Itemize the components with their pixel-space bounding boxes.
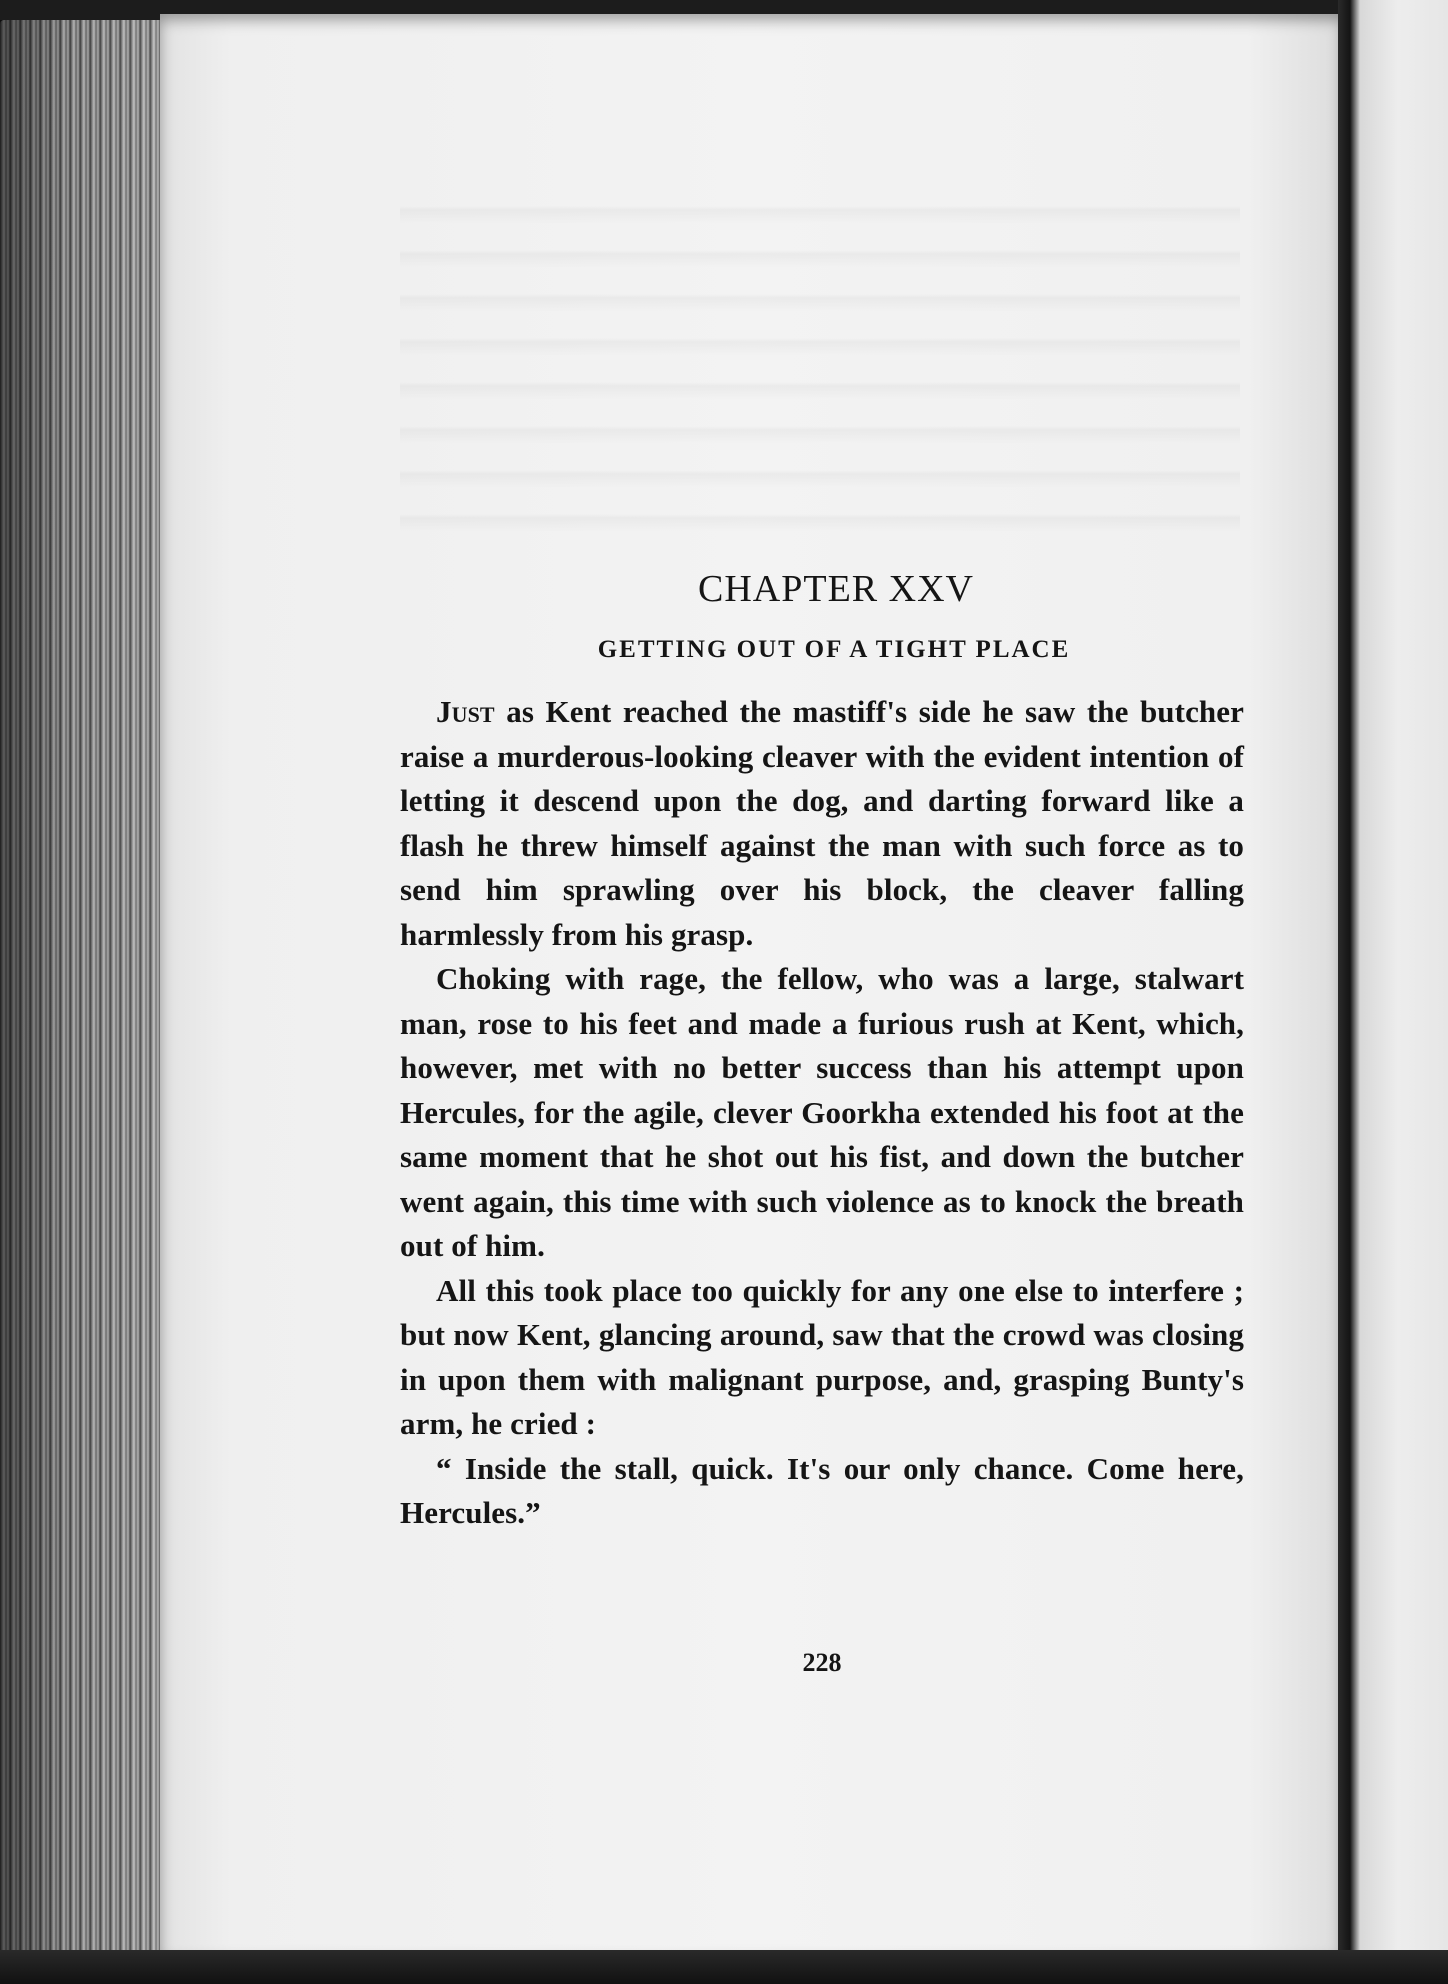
page-edges <box>0 20 168 1970</box>
paragraph-text: as Kent reached the mastiff's side he saw the butcher raise a murderous-looking cleaver with the evident intention of letting it descend upon the dog, and darting forward like a flash he threw himself against the man with such force as to send him sprawling over his block, the cleaver falling harmlessly from his grasp. <box>400 694 1244 952</box>
paragraph-4 <box>400 1447 1244 1536</box>
scan-bottom-edge <box>0 1950 1448 1984</box>
paragraph-lead-word: Just <box>436 694 495 729</box>
paragraph-2 <box>400 957 1244 1269</box>
chapter-subtitle: GETTING OUT OF A TIGHT PLACE <box>597 636 1071 663</box>
paragraph-text: Choking with rage, the fellow, who was a large, stalwart man, rose to his feet and made a furious rush at Kent, which, however, met with no better success than his attempt upon Hercules, for the agile, clever Goorkha extended his foot at the same moment that he shot out his fist, and down the butcher went again, this time with such violence as to knock the breath out of him. <box>400 961 1244 1263</box>
paragraph-1 <box>400 690 1244 957</box>
paragraph-text: “ Inside the stall, quick. It's our only chance. Come here, Hercules.” <box>400 1450 1244 1530</box>
show-through-text <box>400 180 1240 540</box>
page-number: 228 <box>802 1648 842 1677</box>
chapter-title: CHAPTER XXV <box>698 568 974 610</box>
paragraph-3 <box>400 1269 1244 1447</box>
facing-page-edge <box>1338 0 1448 1984</box>
paragraph-text: All this took place too quickly for any one else to interfere ; but now Kent, glancing around, saw that the crowd was closing in upon them with malignant purpose, and, grasping Bunty's arm, he cried : <box>400 1272 1244 1441</box>
page-text-block <box>400 560 1244 1536</box>
